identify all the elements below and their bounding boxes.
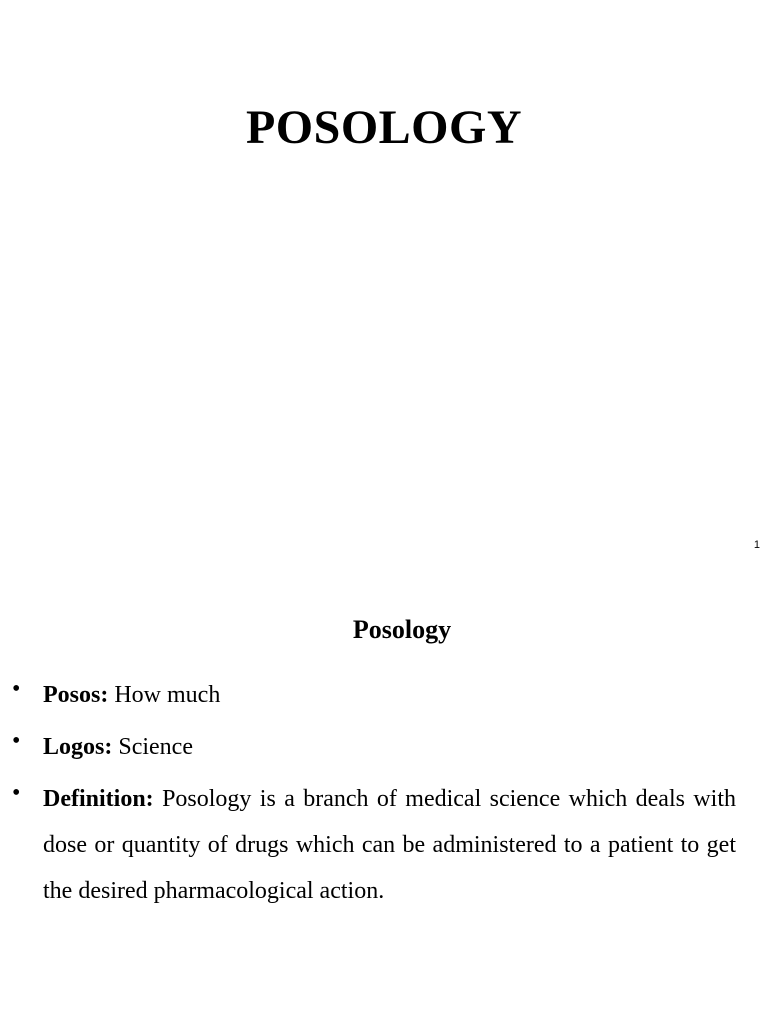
bullet-list [12,672,736,920]
list-item-posos [12,672,736,718]
page-number: 1 [753,539,760,551]
slide-title: POSOLOGY [245,101,523,154]
list-item-definition [12,776,736,914]
section-heading: Posology [352,615,452,644]
definition-text: Posology is a branch of medical science which deals with dose or quantity of drugs which can be administered to a patient to get the desired pharmacological action. [43,786,737,904]
slide-2 [0,560,768,1024]
term-meaning: How much [114,682,221,708]
bullet-icon: • [12,728,21,754]
term-label: Logos: [43,734,113,760]
list-item-logos [12,724,736,770]
term-label: Posos: [43,682,109,708]
term-meaning: Science [118,734,193,760]
bullet-icon: • [12,676,21,702]
bullet-icon: • [12,780,21,806]
term-label: Definition: [43,786,154,812]
